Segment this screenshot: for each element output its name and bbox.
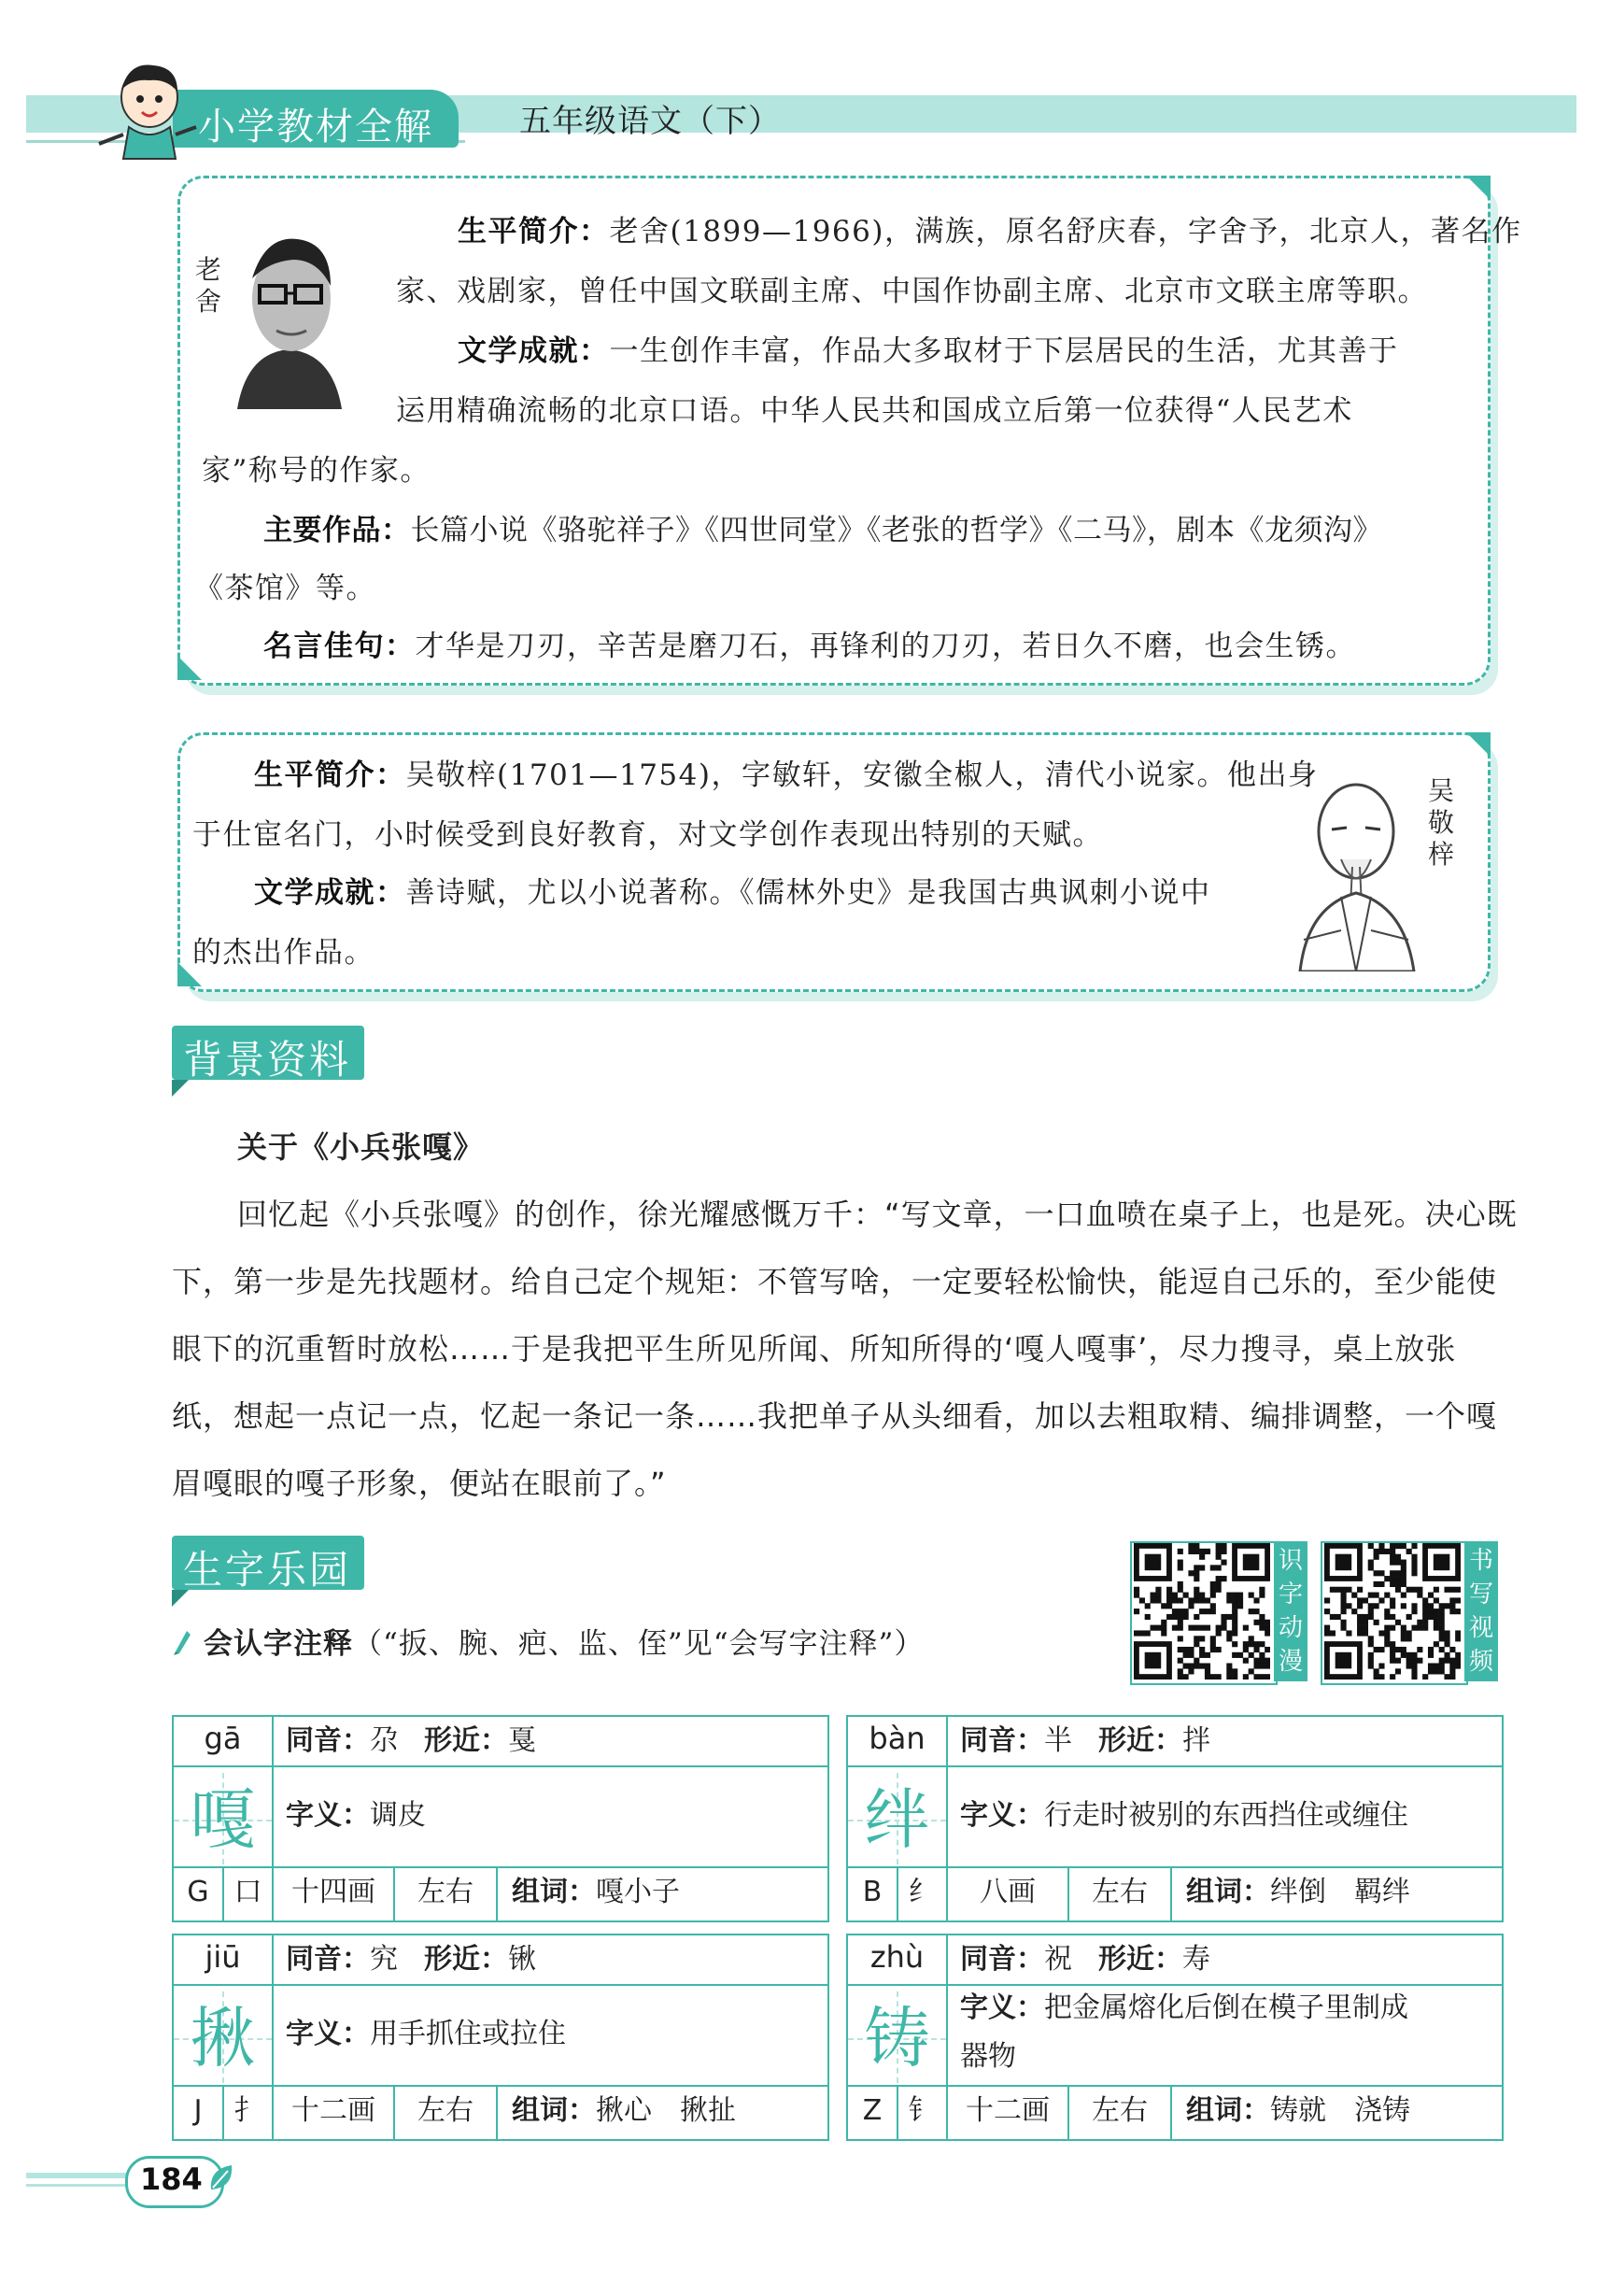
footer-stripe	[26, 2173, 138, 2178]
char-meaning: 字义：用手抓住或拉住	[286, 2018, 566, 2050]
char-words: 组词：绊倒 羁绊	[1186, 1876, 1410, 1908]
char-initial: G	[187, 1876, 209, 1908]
char-pinyin: zhù	[869, 1939, 925, 1975]
author-name-vertical: 老 舍	[194, 254, 221, 317]
laoshe-line-1: 生平简介：老舍(1899—1966)，满族，原名舒庆春，字舍予，北京人，著名作	[458, 215, 1522, 248]
background-subtitle: 关于《小兵张嘎》	[237, 1129, 485, 1165]
author-name-vertical: 吴 敬 梓	[1427, 775, 1454, 870]
wujingzi-line-1: 生平简介：吴敬梓(1701—1754)，字敏轩，安徽全椒人，清代小说家。他出身	[254, 758, 1319, 792]
corner-tab	[177, 656, 202, 680]
wujingzi-line-3: 文学成就：善诗赋，尤以小说著称。《儒林外史》是我国古典讽刺小说中	[254, 876, 1211, 910]
char-radical: 扌	[233, 2094, 262, 2127]
char-glyph: 嘎	[190, 1781, 256, 1858]
background-line-5: 眉嘎眼的嘎子形象，便站在眼前了。”	[172, 1466, 667, 1501]
laoshe-line-2: 家、戏剧家，曾任中国文联副主席、中国作协副主席、北京市文联主席等职。	[396, 275, 1428, 308]
char-strokes: 十二画	[291, 2094, 375, 2127]
background-line-3: 眼下的沉重暂时放松……于是我把平生所见所闻、所知所得的‘嘎人嘎事’，尽力搜寻，桌上放张	[172, 1331, 1457, 1367]
char-radical: 纟	[908, 1876, 937, 1908]
series-title: 小学教材全解	[198, 106, 433, 149]
char-radical: 钅	[908, 2094, 937, 2127]
corner-tab	[1466, 176, 1491, 200]
char-structure: 左右	[417, 2094, 473, 2127]
char-radical: 口	[233, 1876, 262, 1908]
char-initial: Z	[862, 2094, 883, 2127]
section-flag	[172, 1080, 189, 1097]
laoshe-line-6: 主要作品：长篇小说《骆驼祥子》《四世同堂》《老张的哲学》《二马》，剧本《龙须沟》	[263, 514, 1382, 547]
char-structure: 左右	[417, 1876, 473, 1908]
background-line-1: 回忆起《小兵张嘎》的创作，徐光耀感慨万千：“写文章，一口血喷在桌子上，也是死。决心既	[237, 1197, 1518, 1232]
laoshe-line-3: 文学成就：一生创作丰富，作品大多取材于下层居民的生活，尤其善于	[458, 334, 1399, 368]
char-glyph: 揪	[190, 2000, 256, 2076]
char-words: 组词：揪心 揪扯	[512, 2094, 736, 2127]
char-meaning: 字义：行走时被别的东西挡住或缠住	[960, 1799, 1408, 1832]
laoshe-portrait-icon	[228, 213, 349, 409]
char-meaning-continued: 器物	[960, 2040, 1016, 2073]
qr-code-icon[interactable]	[1324, 1543, 1461, 1679]
char-meaning: 字义：调皮	[286, 1799, 426, 1832]
laoshe-line-5: 家”称号的作家。	[202, 454, 431, 488]
pencil-icon	[172, 1627, 192, 1655]
page-number: 184	[140, 2161, 203, 2197]
char-strokes: 八画	[980, 1876, 1036, 1908]
wujingzi-portrait-icon	[1285, 766, 1425, 971]
char-homophone-similar: 同音：尕 形近：戛	[286, 1724, 536, 1757]
char-homophone-similar: 同音：究 形近：锹	[286, 1943, 536, 1976]
char-homophone-similar: 同音：祝 形近：寿	[960, 1943, 1210, 1976]
char-pinyin: jiū	[205, 1939, 241, 1975]
qr-label-animation: 识字动漫	[1274, 1541, 1307, 1681]
char-words: 组词：嘎小子	[512, 1876, 680, 1908]
char-words: 组词：铸就 浇铸	[1186, 2094, 1410, 2127]
char-structure: 左右	[1092, 1876, 1148, 1908]
section-header-background: 背景资料	[172, 1026, 364, 1080]
char-strokes: 十二画	[966, 2094, 1050, 2127]
laoshe-line-7: 《茶馆》等。	[194, 572, 376, 605]
char-structure: 左右	[1092, 2094, 1148, 2127]
char-initial: J	[193, 2094, 203, 2127]
char-pinyin: bàn	[869, 1721, 926, 1756]
section-flag	[172, 1590, 189, 1607]
char-card-jiu	[172, 1934, 829, 2141]
wujingzi-line-4: 的杰出作品。	[192, 936, 375, 970]
corner-tab	[1466, 732, 1491, 757]
laoshe-line-8: 名言佳句：才华是刀刃，辛苦是磨刀石，再锋利的刀刃，若日久不磨，也会生锈。	[263, 630, 1356, 663]
char-card-ban	[846, 1715, 1504, 1922]
qr-code-icon[interactable]	[1134, 1543, 1270, 1679]
footer-stripe	[26, 2184, 138, 2187]
characters-note: 会认字注释（“扳、腕、疤、监、侄”见“会写字注释”）	[204, 1627, 925, 1661]
char-homophone-similar: 同音：半 形近：拌	[960, 1724, 1210, 1757]
leaf-icon	[207, 2161, 235, 2193]
char-initial: B	[862, 1876, 883, 1908]
char-card-ga	[172, 1715, 829, 1922]
qr-label-writing-video: 书写视频	[1464, 1541, 1498, 1681]
background-line-4: 纸，想起一点记一点，忆起一条记一条……我把单子从头细看，加以去粗取精、编排调整，一个嘎	[172, 1398, 1498, 1434]
char-card-zhu	[846, 1934, 1504, 2141]
author-card-laoshe	[177, 176, 1491, 686]
section-header-characters: 生字乐园	[172, 1536, 364, 1590]
book-subtitle: 五年级语文（下）	[519, 103, 781, 140]
char-meaning: 字义：把金属熔化后倒在模子里制成	[960, 1991, 1408, 2024]
laoshe-line-4: 运用精确流畅的北京口语。中华人民共和国成立后第一位获得“人民艺术	[396, 394, 1353, 428]
char-glyph: 绊	[864, 1781, 930, 1858]
char-strokes: 十四画	[291, 1876, 375, 1908]
background-line-2: 下，第一步是先找题材。给自己定个规矩：不管写啥，一定要轻松愉快，能逗自己乐的，至少能使	[172, 1264, 1498, 1299]
wujingzi-line-2: 于仕宦名门，小时候受到良好教育，对文学创作表现出特别的天赋。	[192, 818, 1103, 852]
char-pinyin: gā	[204, 1721, 242, 1756]
mascot-boy-icon	[92, 58, 204, 161]
char-glyph: 铸	[864, 2000, 930, 2076]
